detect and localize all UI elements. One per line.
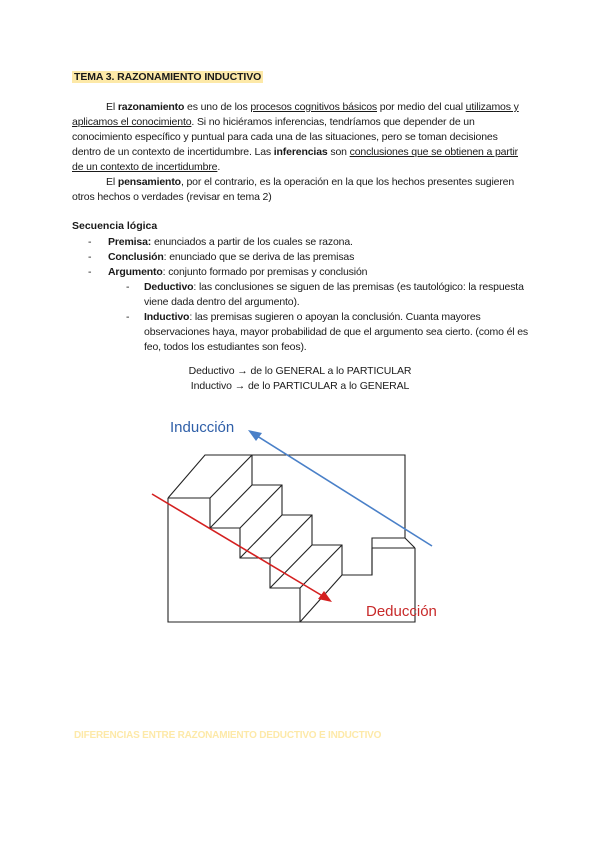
term: Premisa: (108, 236, 152, 248)
term-pensamiento: pensamiento (117, 176, 181, 188)
induccion-label: Inducción (170, 419, 235, 436)
text: . Si no hiciéramos inferencias, tendríamos que depender de un conocimiento específico y puntual para cada una de las situaciones, pero se toman decisiones dentro de un contexto de incertidumbre. Las (72, 116, 498, 158)
bullet-dash: - (88, 251, 92, 263)
term-inferencias: inferencias (273, 146, 328, 158)
text: : las conclusiones se siguen de las premisas (es tautológico: la respuesta viene dada dentro del argumento). (144, 281, 524, 308)
text: enunciados a partir de los cuales se razona. (151, 236, 353, 248)
induccion-arrow (248, 430, 432, 546)
text: : las premisas sugieren o apoyan la conclusión. Cuanta mayores observaciones haya, mayor probabilidad de que el argumento sea cierto. (como él es feo, todos los estudiantes son feos). (144, 311, 529, 353)
section-heading-diferencias: DIFERENCIAS ENTRE RAZONAMIENTO DEDUCTIVO E INDUCTIVO (74, 730, 382, 741)
deduccion-arrow (152, 494, 332, 602)
rule-deductivo: Deductivo → de lo GENERAL a lo PARTICULAR (188, 365, 412, 377)
deduccion-label: Deducción (366, 603, 437, 620)
term-razonamiento: razonamiento (117, 101, 185, 113)
bullet-dash: - (126, 311, 130, 323)
term: Argumento (108, 266, 163, 278)
text: son (327, 146, 350, 158)
text: El (106, 101, 118, 113)
page-title: TEMA 3. RAZONAMIENTO INDUCTIVO (74, 71, 262, 83)
bullet-dash: - (88, 236, 92, 248)
text: El (106, 176, 118, 188)
text: : enunciado que se deriva de las premisas (163, 251, 355, 263)
term: Inductivo (144, 311, 190, 323)
text: : conjunto formado por premisas y conclusión (162, 266, 368, 278)
rule-inductivo: Inductivo → de lo PARTICULAR a lo GENERAL (190, 380, 410, 392)
bullet-dash: - (88, 266, 92, 278)
underlined-text: conclusiones que se obtienen a partir de un contexto de incertidumbre (72, 146, 518, 173)
staircase-drawing (168, 455, 415, 622)
underlined-text: utilizamos y aplicamos el conocimiento (72, 101, 519, 128)
text: . (217, 161, 221, 173)
text: es uno de los (184, 101, 251, 113)
text: , por el contrario, es la operación en la que los hechos presentes sugieren otros hechos o verdades (revisar en tema 2) (72, 176, 515, 203)
section-heading-secuencia: Secuencia lógica (72, 220, 158, 232)
term: Deductivo (144, 281, 194, 293)
text: por medio del cual (377, 101, 466, 113)
underlined-text: procesos cognitivos básicos (250, 101, 378, 113)
term: Conclusión (108, 251, 164, 263)
bullet-dash: - (126, 281, 130, 293)
